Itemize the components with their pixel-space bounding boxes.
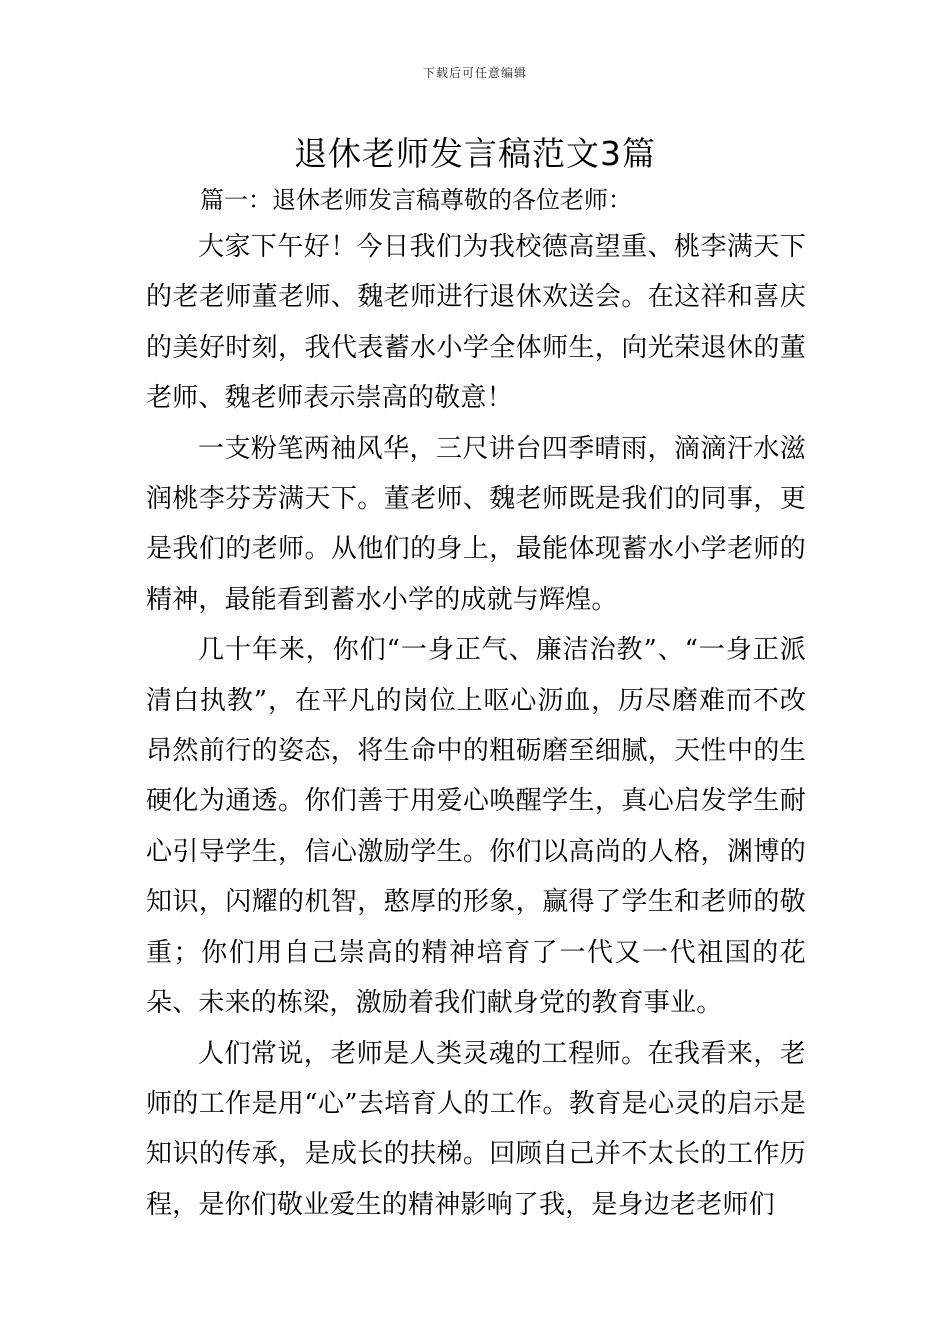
header-note: 下载后可任意编辑: [422, 66, 527, 80]
paragraph-3: 几十年来，你们“一身正气、廉洁治教”、“一身正派清白执教”，在平凡的岗位上呕心沥血，历尽磨难而不改昂然前行的姿态，将生命中的粗砺磨至细腻，天性中的生硬化为通透。你们善于用爱心唤醒学生，真心启发学生耐心引导学生，信心激励学生。你们以高尚的人格，渊博的知识，闪耀的机智，憨厚的形象，赢得了学生和老师的敬重；你们用自己崇高的精神培育了一代又一代祖国的花朵、未来的栋梁，激励着我们献身党的教育事业。: [146, 635, 806, 1019]
body-text: [146, 222, 806, 1230]
section-heading: 篇一：退休老师发言稿尊敬的各位老师：: [200, 186, 632, 214]
paragraph-4: 人们常说，老师是人类灵魂的工程师。在我看来，老师的工作是用“心”去培育人的工作。教育是心灵的启示是知识的传承，是成长的扶梯。回顾自己并不太长的工作历程，是你们敬业爱生的精神影响了我，是身边老老师们: [146, 1038, 806, 1220]
document-title: 退休老师发言稿范文3篇: [294, 134, 656, 173]
paragraph-2: 一支粉笔两袖风华，三尺讲台四季晴雨，滴滴汗水滋润桃李芬芳满天下。董老师、魏老师既是我们的同事，更是我们的老师。从他们的身上，最能体现蓄水小学老师的精神，最能看到蓄水小学的成就与辉煌。: [146, 433, 806, 615]
paragraph-1: 大家下午好！今日我们为我校德高望重、桃李满天下的老老师董老师、魏老师进行退休欢送会。在这祥和喜庆的美好时刻，我代表蓄水小学全体师生，向光荣退休的董老师、魏老师表示崇高的敬意！: [146, 232, 806, 414]
